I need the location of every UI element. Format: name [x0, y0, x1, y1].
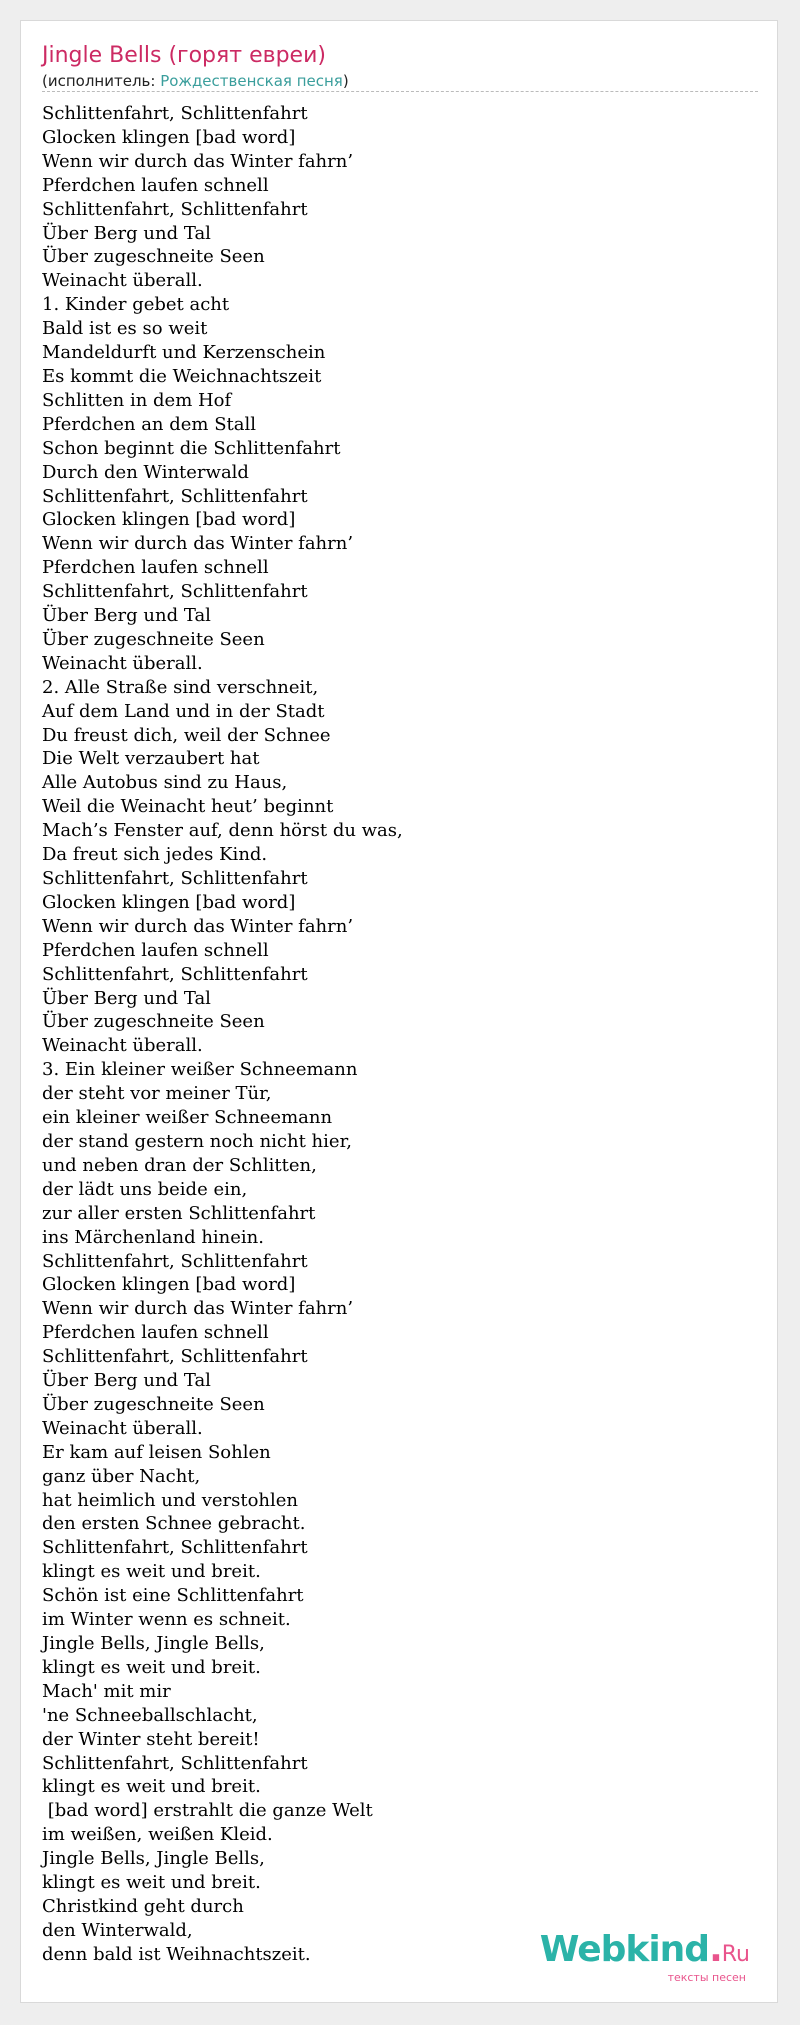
lyric-line: Wenn wir durch das Winter fahrn’	[42, 915, 354, 937]
lyric-line: Über Berg und Tal	[42, 1370, 211, 1392]
lyric-line: der steht vor meiner Tür,	[42, 1083, 272, 1105]
lyric-line: Wenn wir durch das Winter fahrn’	[42, 533, 354, 555]
lyric-line: Alle Autobus sind zu Haus,	[42, 772, 288, 794]
lyric-line: Schlittenfahrt, Schlittenfahrt	[42, 1752, 308, 1774]
lyric-line: den ersten Schnee gebracht.	[42, 1513, 306, 1535]
lyric-line: der lädt uns beide ein,	[42, 1178, 248, 1200]
lyric-line: Über zugeschneite Seen	[42, 628, 265, 650]
lyric-line: ein kleiner weißer Schneemann	[42, 1107, 333, 1129]
artist-line	[42, 71, 349, 91]
lyric-line: Da freut sich jedes Kind.	[42, 844, 268, 866]
lyric-line: ganz über Nacht,	[42, 1465, 201, 1487]
lyric-line: Schlittenfahrt, Schlittenfahrt	[42, 963, 308, 985]
lyric-line: Glocken klingen [bad word]	[42, 1274, 296, 1296]
lyric-line: Jingle Bells, Jingle Bells,	[42, 1848, 265, 1870]
lyric-line: Pferdchen an dem Stall	[42, 413, 257, 435]
lyric-line: Über zugeschneite Seen	[42, 1011, 265, 1033]
lyric-line: klingt es weit und breit.	[42, 1872, 261, 1894]
lyric-line: Schlittenfahrt, Schlittenfahrt	[42, 485, 308, 507]
lyric-line: Schon beginnt die Schlittenfahrt	[42, 437, 341, 459]
lyric-line: Auf dem Land und in der Stadt	[42, 700, 325, 722]
lyric-line: Bald ist es so weit	[42, 318, 208, 340]
artist-prefix: (исполнитель:	[42, 72, 161, 90]
lyric-line: Du freust dich, weil der Schnee	[42, 724, 331, 746]
site-logo[interactable]	[539, 1929, 750, 1984]
lyric-line: Jingle Bells, Jingle Bells,	[42, 1633, 265, 1654]
lyric-line: Durch den Winterwald	[42, 461, 249, 483]
artist-suffix: )	[342, 72, 349, 90]
lyric-line: Über zugeschneite Seen	[42, 1393, 265, 1415]
lyric-line: Über Berg und Tal	[42, 222, 211, 244]
lyric-line: zur aller ersten Schlittenfahrt	[42, 1202, 316, 1224]
lyric-line: Weinacht überall.	[42, 652, 203, 674]
lyrics-card	[20, 20, 778, 2003]
lyric-line: 1. Kinder gebet acht	[42, 294, 230, 316]
lyric-line: Schlittenfahrt, Schlittenfahrt	[42, 103, 308, 124]
lyric-line: Pferdchen laufen schnell	[42, 174, 269, 196]
lyric-line: im Winter wenn es schneit.	[42, 1609, 291, 1631]
logo-dot: .	[709, 1929, 722, 1970]
lyric-line: klingt es weit und breit.	[42, 1656, 261, 1678]
lyric-line: der stand gestern noch nicht hier,	[42, 1130, 352, 1152]
logo-part2: Ru	[721, 1942, 750, 1967]
lyric-line: Mandeldurft und Kerzenschein	[42, 342, 326, 364]
lyric-line: Mach' mit mir	[42, 1680, 171, 1702]
lyric-line: Schlittenfahrt, Schlittenfahrt	[42, 868, 308, 889]
title-divider	[42, 91, 758, 92]
lyric-line: Pferdchen laufen schnell	[42, 1322, 269, 1344]
lyric-line: Schlittenfahrt, Schlittenfahrt	[42, 1346, 308, 1368]
lyric-line: ins Märchenland hinein.	[42, 1226, 264, 1248]
lyric-line: Schlitten in dem Hof	[42, 389, 232, 411]
lyric-line: Pferdchen laufen schnell	[42, 557, 269, 579]
lyric-line: 3. Ein kleiner weißer Schneemann	[42, 1059, 358, 1081]
lyric-line: klingt es weit und breit.	[42, 1776, 261, 1798]
lyric-line: Weinacht überall.	[42, 1035, 203, 1057]
lyric-line: denn bald ist Weihnachtszeit.	[42, 1943, 311, 1965]
logo-wordmark	[539, 1929, 750, 1973]
lyric-line: Mach’s Fenster auf, denn hörst du was,	[42, 820, 403, 842]
lyric-line: Schlittenfahrt, Schlittenfahrt	[42, 581, 308, 603]
lyric-line: klingt es weit und breit.	[42, 1561, 261, 1583]
lyric-line: hat heimlich und verstohlen	[42, 1489, 299, 1511]
lyric-line: Die Welt verzaubert hat	[42, 748, 260, 770]
lyric-line: Es kommt die Weichnachtszeit	[42, 365, 322, 387]
artist-link[interactable]: Рождественская песня	[160, 72, 343, 90]
lyrics-text	[42, 102, 758, 1967]
song-title: Jingle Bells (горят евреи)	[42, 43, 326, 68]
lyric-line: Weinacht überall.	[42, 1417, 203, 1439]
lyric-line: Christkind geht durch	[42, 1895, 244, 1917]
lyric-line: den Winterwald,	[42, 1919, 193, 1941]
lyric-line: 2. Alle Straße sind verschneit,	[42, 676, 319, 698]
lyric-line: Weil die Weinacht heut’ beginnt	[42, 796, 334, 818]
logo-tagline: тексты песен	[667, 1971, 746, 1984]
lyric-line: Wenn wir durch das Winter fahrn’	[42, 150, 354, 172]
lyric-line: Pferdchen laufen schnell	[42, 939, 269, 961]
lyric-line: Über Berg und Tal	[42, 987, 211, 1009]
lyric-line: Glocken klingen [bad word]	[42, 509, 296, 531]
lyric-line: Schlittenfahrt, Schlittenfahrt	[42, 1250, 308, 1272]
logo-part1: Webkind	[539, 1929, 710, 1970]
lyric-line: [bad word] erstrahlt die ganze Welt	[42, 1800, 373, 1822]
lyric-line: und neben dran der Schlitten,	[42, 1154, 317, 1176]
lyric-line: der Winter steht bereit!	[42, 1728, 260, 1750]
lyric-line: im weißen, weißen Kleid.	[42, 1824, 273, 1846]
lyric-line: Weinacht überall.	[42, 270, 203, 292]
lyric-line: Über zugeschneite Seen	[42, 246, 265, 268]
lyric-line: Wenn wir durch das Winter fahrn’	[42, 1298, 354, 1320]
lyric-line: Über Berg und Tal	[42, 605, 211, 627]
lyric-line: Schlittenfahrt, Schlittenfahrt	[42, 198, 308, 220]
lyric-line: Schlittenfahrt, Schlittenfahrt	[42, 1537, 308, 1559]
lyric-line: 'ne Schneeballschlacht,	[42, 1704, 258, 1726]
lyric-line: Glocken klingen [bad word]	[42, 126, 296, 148]
lyric-line: Glocken klingen [bad word]	[42, 891, 296, 913]
lyric-line: Er kam auf leisen Sohlen	[42, 1441, 271, 1463]
lyric-line: Schön ist eine Schlittenfahrt	[42, 1585, 304, 1607]
